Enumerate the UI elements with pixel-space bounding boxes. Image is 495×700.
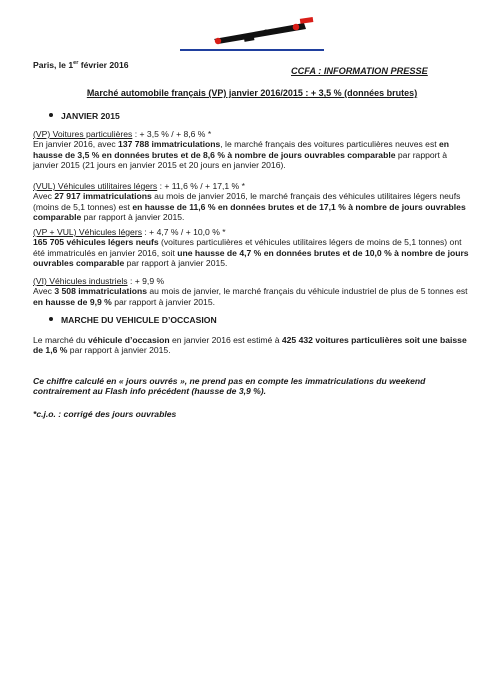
bullet-janvier: JANVIER 2015 (49, 111, 120, 121)
section-vi: (VI) Véhicules industriels : + 9,9 % Avec 3 508 immatriculations au mois de janvier, le marché français du véhicule industriel de plus de 5 tonnes est en hausse de 9,9 % par rapport à janvier 2015. (33, 276, 468, 307)
section-vp-text: En janvier 2016, avec 137 788 immatriculations, le marché français des voitures particulières neuves est en (33, 139, 450, 150)
bullet-dot (49, 317, 53, 321)
ccfa-logo (178, 14, 326, 60)
bullet-occasion: MARCHE DU VEHICULE D’OCCASION (49, 315, 217, 325)
section-vp-vul: (VP + VUL) Véhicules légers : + 4,7 % / + 10,0 % * 165 705 véhicules légers neufs (voitures particulières et véhicules utilitaires légers de moins de 5,1 tonnes) ont été immatriculés en janvier 2016, soit une hausse de 4,7 % en données brutes et de 10,0 % à nombre de jours ouvrables comparable par rapport à janvier 2015. (33, 227, 469, 269)
headline: Marché automobile français (VP) janvier 2016/2015 : + 3,5 % (données brutes) (86, 88, 418, 98)
section-vp: (VP) Voitures particulières : + 3,5 % / + 8,6 % * En janvier 2016, avec 137 788 immatriculations, le marché français des voitures particulières neuves est en hausse de 3,5 % en données brutes et de 8,6 % à nombre de jours ouvrables comparable par rapport à janvier 2015 (21 jours en janvier 2015 et 20 jours en janvier 2016). (33, 129, 465, 171)
press-label: CCFA : INFORMATION PRESSE (291, 66, 428, 76)
section-vi-heading: (VI) Véhicules industriels : + 9,9 % (33, 276, 165, 286)
dateline: Paris, le 1er février 2016 (33, 60, 129, 70)
section-vp-vul-text: 165 705 véhicules légers neufs (voitures particulières et véhicules utilitaires légers de moins de 5,1 tonnes) ont (33, 237, 462, 248)
section-vul-text: Avec 27 917 immatriculations au mois de janvier 2016, le marché français des véhicules utilitaires légers neufs (33, 191, 461, 202)
note-jours-ouvres: Ce chiffre calculé en « jours ouvrés », ne prend pas en compte les immatriculations du weekend contrairement au Flash info précédent (hausse de 3,9 %). (33, 376, 426, 397)
section-occasion: Le marché du véhicule d’occasion en janvier 2016 est estimé à 425 432 voitures particulières soit une baisse de 1,6 % par rapport à janvier 2015. (33, 335, 467, 356)
section-vul-heading: (VUL) Véhicules utilitaires légers : + 11,6 % / + 17,1 % * (33, 181, 245, 191)
bullet-dot (49, 113, 53, 117)
section-occasion-text: Le marché du véhicule d’occasion en janvier 2016 est estimé à 425 432 voitures particulières soit une baisse (33, 335, 467, 345)
section-vul: (VUL) Véhicules utilitaires légers : + 11,6 % / + 17,1 % * Avec 27 917 immatriculations au mois de janvier 2016, le marché français des véhicules utilitaires légers neufs (moins de 5,1 tonnes) est en hausse de 11,6 % en données brutes et de 17,1 % à nombre de jours ouvrables comparable par rapport à janvier 2015. (33, 181, 466, 223)
section-vp-heading: (VP) Voitures particulières : + 3,5 % / + 8,6 % * (33, 129, 212, 139)
section-vi-text: Avec 3 508 immatriculations au mois de janvier, le marché français du véhicule industriel de plus de 5 tonnes est (33, 286, 468, 297)
note-cjo: *c.j.o. : corrigé des jours ouvrables (33, 409, 177, 419)
section-vp-vul-heading: (VP + VUL) Véhicules légers : + 4,7 % / + 10,0 % * (33, 227, 226, 237)
